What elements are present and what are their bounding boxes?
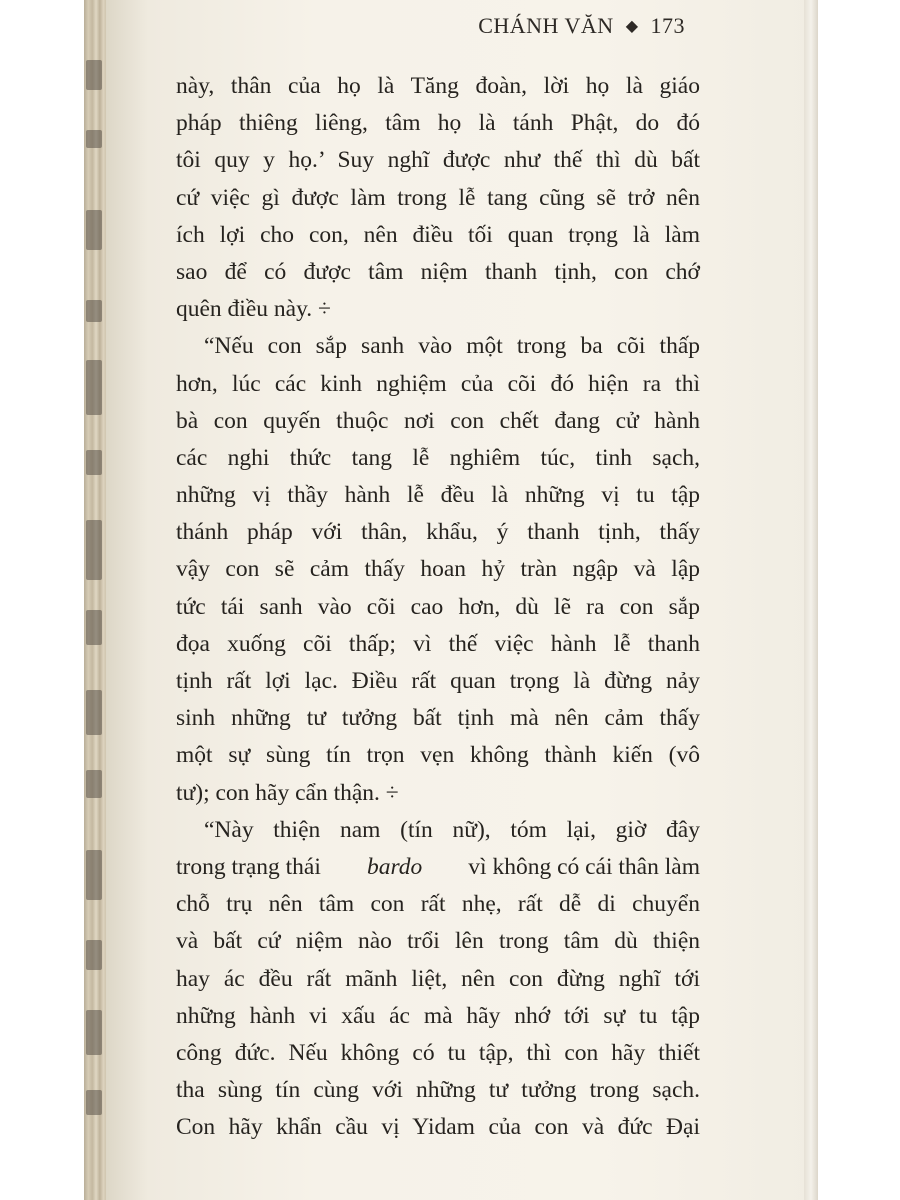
- text-line: những vị thầy hành lễ đều là những vị tu tập: [176, 482, 700, 509]
- text-line: một sự sùng tín trọn vẹn không thành kiến (vô: [176, 742, 700, 769]
- text-line: và bất cứ niệm nào trổi lên trong tâm dù thiện: [176, 928, 700, 955]
- text-line: công đức. Nếu không có tu tập, thì con hãy thiết: [176, 1039, 700, 1066]
- text-line: vậy con sẽ cảm thấy hoan hỷ tràn ngập và lập: [176, 556, 700, 583]
- text-line: tha sùng tín cùng với những tư tưởng trong sạch.: [176, 1077, 700, 1104]
- stack-mark: [86, 850, 102, 900]
- stack-mark: [86, 520, 102, 580]
- text-line: pháp thiêng liêng, tâm họ là tánh Phật, do đó: [176, 110, 700, 137]
- text-line: tịnh rất lợi lạc. Điều rất quan trọng là đừng nảy: [176, 668, 700, 694]
- stack-mark: [86, 210, 102, 250]
- italic-term: bardo: [366, 853, 423, 880]
- text-line: “Nếu con sắp sanh vào một trong ba cõi thấp: [204, 333, 700, 360]
- text-line: tôi quy y họ.’ Suy nghĩ được như thế thì dù bất: [176, 147, 700, 174]
- text-line: tư); con hãy cẩn thận. ÷: [176, 779, 399, 806]
- text-line: những hành vi xấu ác mà hãy nhớ tới sự tu tập: [176, 1002, 700, 1029]
- text-line: đọa xuống cõi thấp; vì thế việc hành lễ thanh: [176, 630, 700, 657]
- page-right-edge: [804, 0, 818, 1200]
- text-line: hơn, lúc các kinh nghiệm của cõi đó hiện ra thì: [176, 370, 700, 397]
- text-segment: trong trạng thái: [176, 853, 321, 880]
- running-header: [478, 10, 685, 42]
- text-segment: vì không có cái thân làm: [468, 853, 700, 880]
- section-title: CHÁNH VĂN: [478, 13, 614, 38]
- text-line-mixed: [176, 849, 700, 886]
- text-line: bà con quyến thuộc nơi con chết đang cử hành: [176, 407, 700, 434]
- stack-mark: [86, 690, 102, 735]
- text-line: hay ác đều rất mãnh liệt, nên con đừng nghĩ tới: [176, 965, 700, 992]
- stack-mark: [86, 770, 102, 798]
- page-stack-edge: [84, 0, 106, 1200]
- text-line: Con hãy khẩn cầu vị Yidam của con và đức Đại: [176, 1114, 700, 1141]
- stack-mark: [86, 130, 102, 148]
- text-line: thánh pháp với thân, khẩu, ý thanh tịnh, thấy: [176, 519, 700, 546]
- text-line: các nghi thức tang lễ nghiêm túc, tinh sạch,: [176, 444, 700, 471]
- stack-mark: [86, 1090, 102, 1115]
- stack-mark: [86, 300, 102, 322]
- stack-mark: [86, 1010, 102, 1055]
- text-line: cứ việc gì được làm trong lễ tang cũng sẽ trở nên: [176, 184, 700, 211]
- stack-mark: [86, 940, 102, 970]
- text-line: sinh những tư tưởng bất tịnh mà nên cảm thấy: [176, 705, 700, 732]
- text-line: ích lợi cho con, nên điều tối quan trọng là làm: [176, 221, 700, 248]
- text-line: quên điều này. ÷: [176, 296, 331, 323]
- body-text: [176, 68, 700, 1146]
- text-line: chỗ trụ nên tâm con rất nhẹ, rất dễ di chuyển: [176, 891, 700, 918]
- page-number: 173: [650, 13, 685, 38]
- stack-mark: [86, 360, 102, 415]
- text-line: sao để có được tâm niệm thanh tịnh, con chớ: [176, 258, 700, 285]
- stack-mark: [86, 610, 102, 645]
- text-line: tức tái sanh vào cõi cao hơn, dù lẽ ra con sắp: [176, 593, 700, 620]
- diamond-separator-icon: ◆: [625, 18, 639, 35]
- stack-mark: [86, 60, 102, 90]
- stack-mark: [86, 450, 102, 475]
- text-line: này, thân của họ là Tăng đoàn, lời họ là giáo: [176, 73, 700, 99]
- text-line: “Này thiện nam (tín nữ), tóm lại, giờ đây: [204, 816, 700, 843]
